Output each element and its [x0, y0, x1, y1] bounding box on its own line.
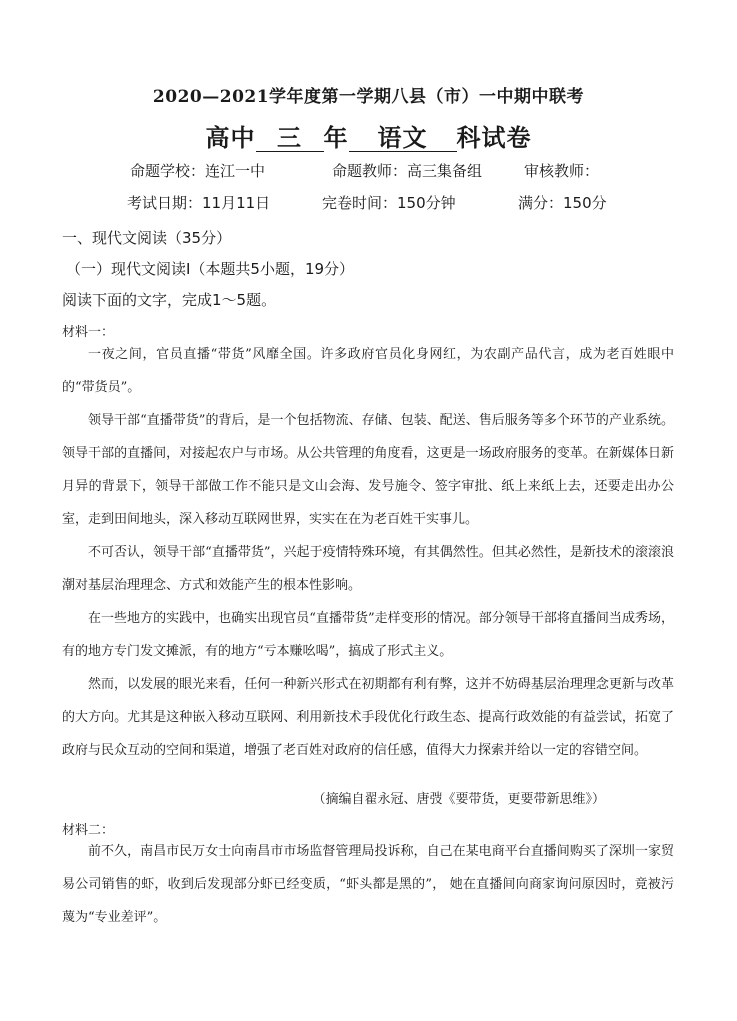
material-one-label: 材料一： [62, 325, 115, 340]
subject-suffix: 科试卷 [456, 123, 532, 152]
info-reviewer: 审核教师： [524, 162, 600, 180]
info-teacher: 命题教师：高三集备组 [332, 162, 483, 180]
section-title: 一、现代文阅读（35分） [62, 229, 232, 247]
year-word: 年 [323, 123, 349, 152]
material-one-citation: （摘编自翟永冠、唐弢《要带货，更要带新思维》） [312, 792, 605, 807]
material-one-paragraph: 领导干部“直播带货”的背后，是一个包括物流、存储、包装、配送、售后服务等多个环节的产业系统。领导干部的直播间，对接起农户与市场。从公共管理的角度看，这更是一场政府服务的变革。在新媒体日新月异的背景下，领导干部做工作不能只是文山会海、发号施令、签字审批、纸上来纸上去，还要走出办公室，走到田间地头，深入移动互联网世界，实实在在为老百姓干实事儿。 [62, 413, 674, 527]
material-one-paragraph: 然而，以发展的眼光来看，任何一种新兴形式在初期都有利有弊，这并不妨碍基层治理理念更新与改革的大方向。尤其是这种嵌入移动互联网、利用新技术手段优化行政生态、提高行政效能的有益尝试，拓宽了政府与民众互动的空间和渠道，增强了老百姓对政府的信任感，值得大力探索并给以一定的容错空间。 [62, 677, 674, 758]
subject-blank: 语文 [349, 125, 457, 152]
subject-line [0, 118, 737, 153]
info-duration: 完卷时间：150分钟 [322, 194, 456, 212]
material-two-paragraph: 前不久，南昌市民万女士向南昌市市场监督管理局投诉称，自己在某电商平台直播间购买了深圳一家贸易公司销售的虾，收到后发现部分虾已经变质，“虾头都是黑的”， 她在直播间向商家询问原因时，竟被污蔑为“专业差评”。 [62, 844, 674, 925]
section-subtitle: （一）现代文阅读Ⅰ（本题共5小题，19分） [66, 260, 355, 278]
info-score: 满分：150分 [518, 194, 607, 212]
info-date: 考试日期：11月11日 [127, 194, 271, 212]
material-one-paragraph: 在一些地方的实践中，也确实出现官员“直播带货”走样变形的情况。部分领导干部将直播间当成秀场，有的地方专门发文摊派，有的地方“亏本赚吆喝”，搞成了形式主义。 [62, 611, 674, 659]
material-one-paragraph: 不可否认，领导干部“直播带货”，兴起于疫情特殊环境，有其偶然性。但其必然性，是新技术的滚滚浪潮对基层治理理念、方式和效能产生的根本性影响。 [62, 545, 674, 593]
reading-instruction: 阅读下面的文字，完成1～5题。 [62, 291, 277, 309]
grade-blank: 三 [256, 125, 324, 152]
exam-title: 2020—2021学年度第一学期八县（市）一中期中联考 [152, 87, 585, 107]
info-school: 命题学校：连江一中 [130, 162, 266, 180]
material-one-paragraph: 一夜之间，官员直播“带货”风靡全国。许多政府官员化身网红，为农副产品代言，成为老百姓眼中的“带货员”。 [62, 347, 674, 395]
material-two-label: 材料二： [62, 823, 115, 838]
subject-prefix: 高中 [205, 123, 256, 152]
